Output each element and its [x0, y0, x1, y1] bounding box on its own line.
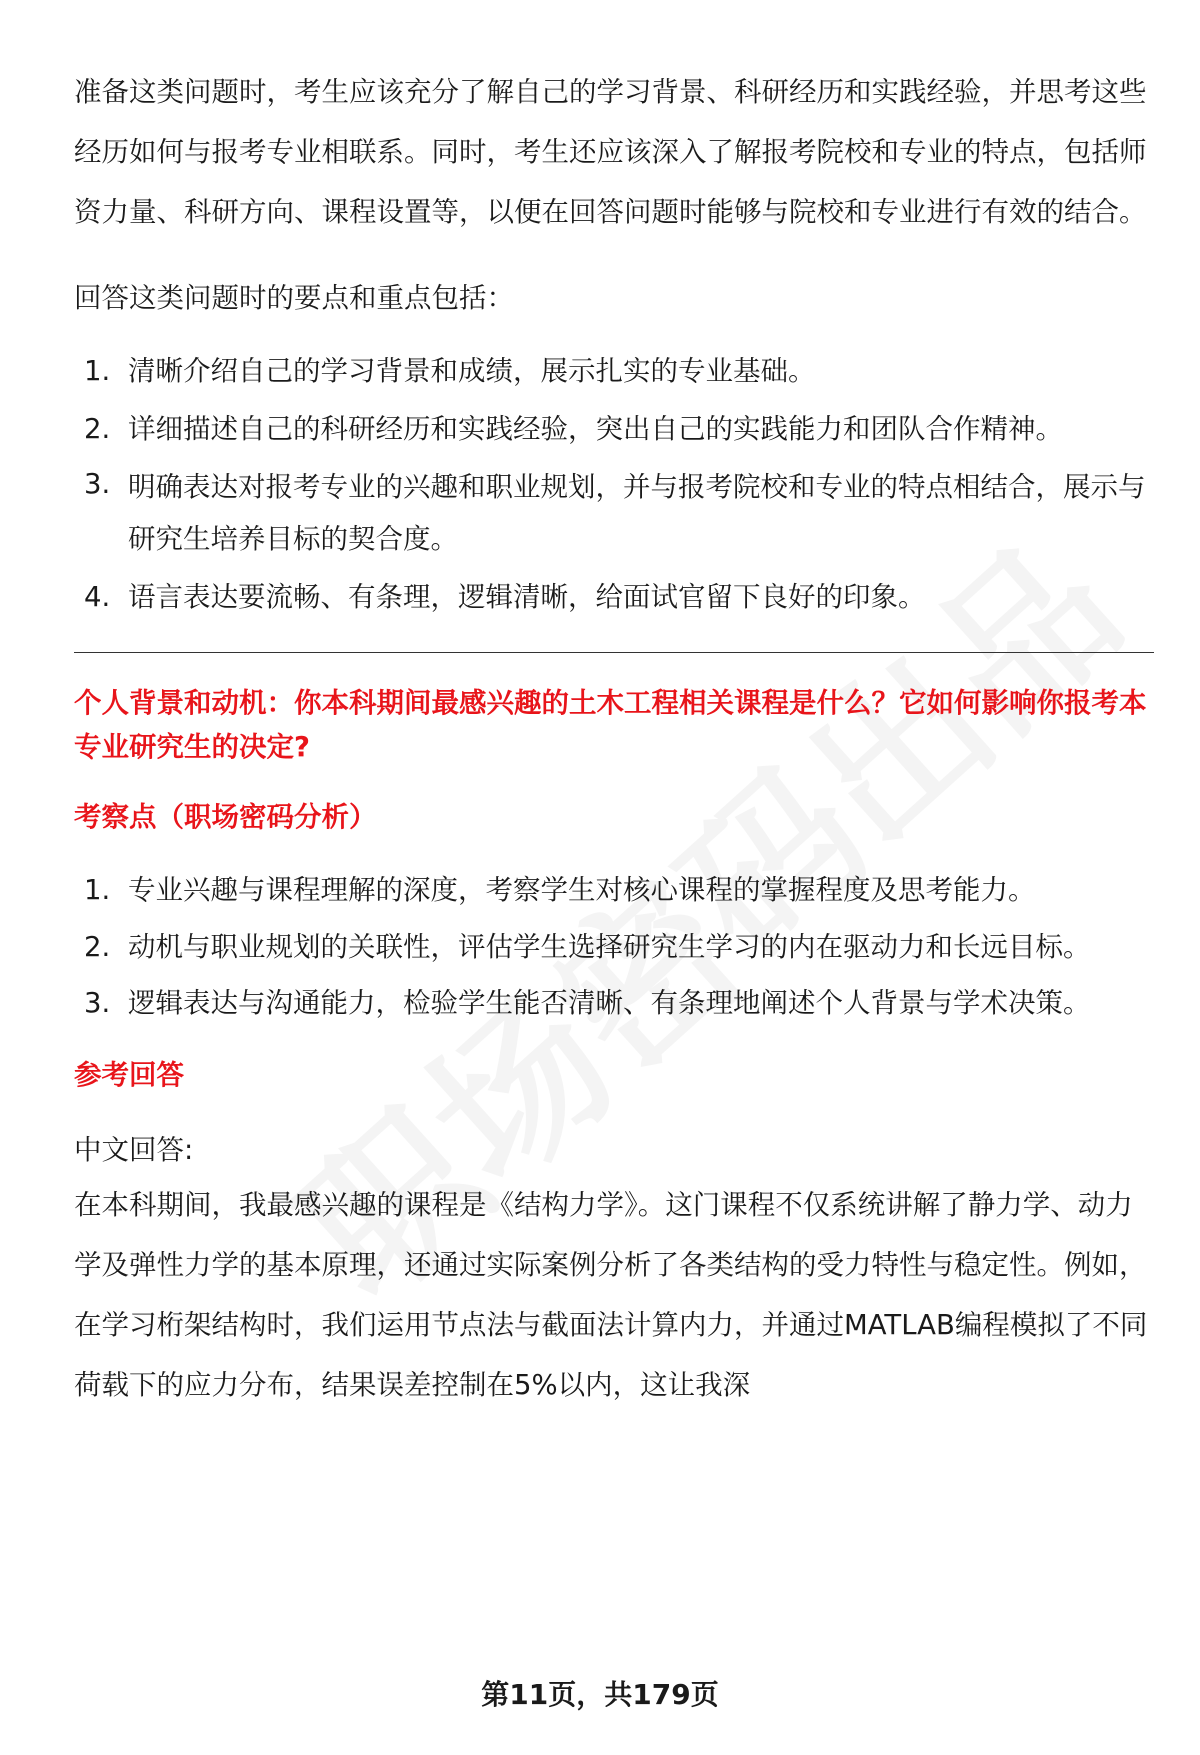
list-item	[74, 342, 1154, 400]
list-text: 逻辑表达与沟通能力，检验学生能否清晰、有条理地阐述个人背景与学术决策。	[128, 987, 1091, 1019]
intro-paragraph: 准备这类问题时，考生应该充分了解自己的学习背景、科研经历和实践经验，并思考这些经历如何与报考专业相联系。同时，考生还应该深入了解报考院校和专业的特点，包括师资力量、科研方向、课程设置等，以便在回答问题时能够与院校和专业进行有效的结合。	[74, 76, 1147, 228]
list-number: 2.	[84, 413, 111, 445]
list-item	[74, 861, 1154, 919]
answer-paragraph: 在本科期间，我最感兴趣的课程是《结构力学》。这门课程不仅系统讲解了静力学、动力学及弹性力学的基本原理，还通过实际案例分析了各类结构的受力特性与稳定性。例如，在学习桁架结构时，我们运用节点法与截面法计算内力，并通过MATLAB编程模拟了不同荷载下的应力分布，结果误差控制在5%以内，这让我深	[74, 1189, 1148, 1401]
exam-points-list	[74, 861, 1154, 1031]
page-footer: 第11页，共179页	[481, 1678, 719, 1711]
list-number: 2.	[84, 931, 111, 963]
chinese-answer-label: 中文回答:	[74, 1134, 194, 1166]
list-number: 1.	[84, 874, 111, 906]
list-text: 明确表达对报考专业的兴趣和职业规划，并与报考院校和专业的特点相结合，展示与研究生培养目标的契合度。	[128, 471, 1146, 555]
list-item	[74, 568, 1154, 626]
points-list	[74, 342, 1154, 626]
list-number: 3.	[84, 987, 111, 1019]
list-number: 3.	[84, 468, 111, 500]
list-item	[74, 400, 1154, 458]
divider	[74, 652, 1154, 653]
list-text: 详细描述自己的科研经历和实践经验，突出自己的实践能力和团队合作精神。	[128, 413, 1063, 445]
question-title: 个人背景和动机：你本科期间最感兴趣的土木工程相关课程是什么？它如何影响你报考本专业研究生的决定?	[74, 687, 1147, 763]
list-item	[74, 458, 1154, 568]
list-number: 4.	[84, 581, 111, 613]
list-text: 动机与职业规划的关联性，评估学生选择研究生学习的内在驱动力和长远目标。	[128, 931, 1091, 963]
exam-points-heading: 考察点（职场密码分析）	[74, 801, 377, 833]
list-text: 专业兴趣与课程理解的深度，考察学生对核心课程的掌握程度及思考能力。	[128, 874, 1036, 906]
points-intro: 回答这类问题时的要点和重点包括：	[74, 282, 514, 314]
list-text: 语言表达要流畅、有条理，逻辑清晰，给面试官留下良好的印象。	[128, 581, 926, 613]
list-number: 1.	[84, 355, 111, 387]
page-content	[74, 62, 1154, 1415]
reference-heading: 参考回答	[74, 1059, 184, 1091]
list-text: 清晰介绍自己的学习背景和成绩，展示扎实的专业基础。	[128, 355, 816, 387]
list-item	[74, 919, 1154, 975]
list-item	[74, 975, 1154, 1031]
